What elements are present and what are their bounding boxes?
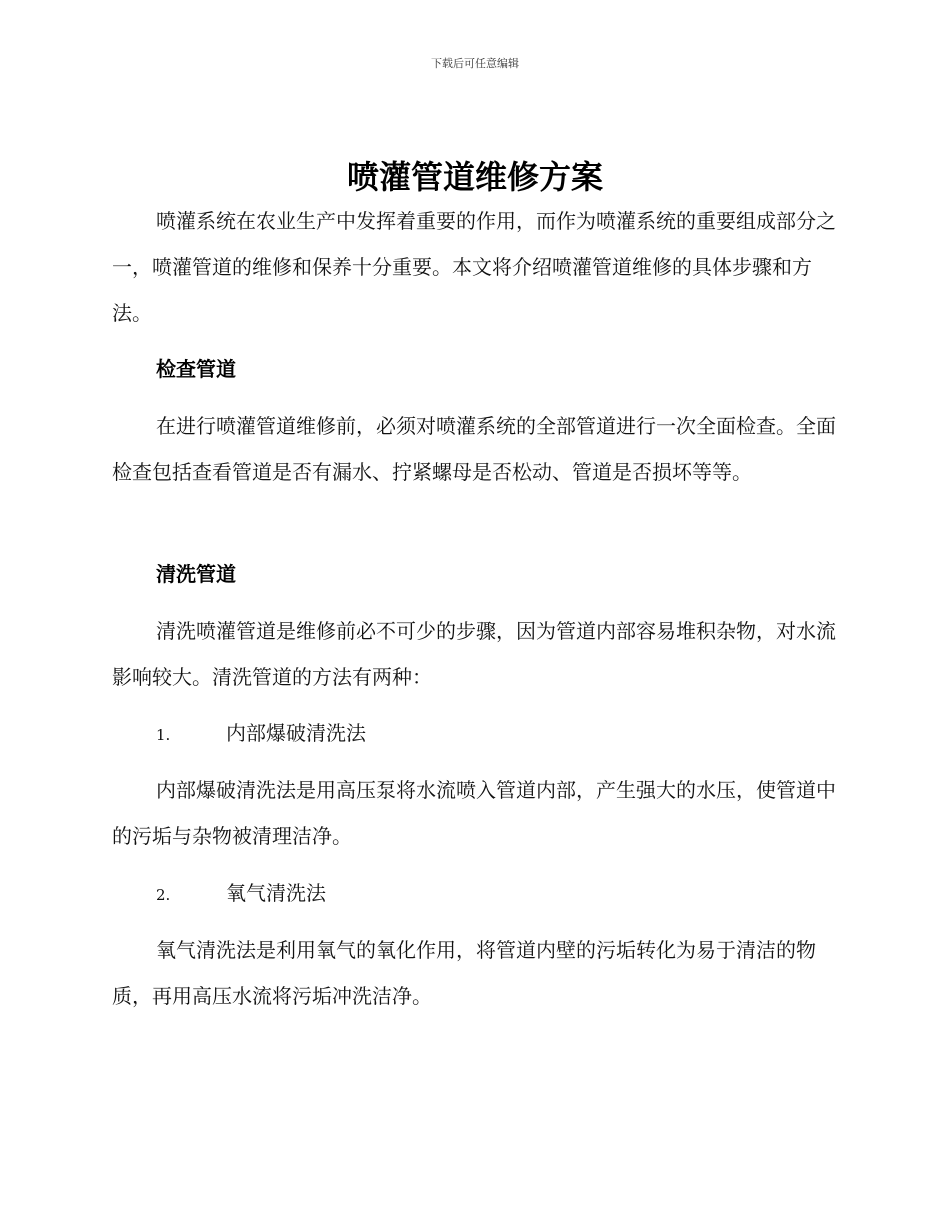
list-item-label: 内部爆破清洗法 [226, 721, 366, 745]
list-number: 2. [156, 886, 171, 904]
method-1-description: 内部爆破清洗法是用高压泵将水流喷入管道内部，产生强大的水压，使管道中的污垢与杂物被清理洁净。 [112, 778, 836, 848]
list-number: 1. [156, 726, 171, 744]
method-2-description: 氧气清洗法是利用氧气的氧化作用，将管道内壁的污垢转化为易于清洁的物质，再用高压水流将污垢冲洗洁净。 [112, 938, 816, 1008]
page-title: 喷灌管道维修方案 [346, 158, 603, 196]
list-item-method-2 [156, 878, 326, 910]
intro-paragraph: 喷灌系统在农业生产中发挥着重要的作用，而作为喷灌系统的重要组成部分之一，喷灌管道的维修和保养十分重要。本文将介绍喷灌管道维修的具体步骤和方法。 [112, 209, 836, 325]
list-item-method-1 [156, 718, 366, 750]
section-paragraph-inspect: 在进行喷灌管道维修前，必须对喷灌系统的全部管道进行一次全面检查。全面检查包括查看管道是否有漏水、拧紧螺母是否松动、管道是否损坏等等。 [112, 414, 836, 484]
section-heading-inspect: 检查管道 [156, 357, 236, 381]
section-paragraph-clean: 清洗喷灌管道是维修前必不可少的步骤，因为管道内部容易堆积杂物，对水流影响较大。清洗管道的方法有两种： [112, 619, 836, 689]
header-note: 下载后可任意编辑 [431, 57, 519, 70]
list-item-label: 氧气清洗法 [226, 881, 326, 905]
section-heading-clean: 清洗管道 [156, 562, 236, 586]
